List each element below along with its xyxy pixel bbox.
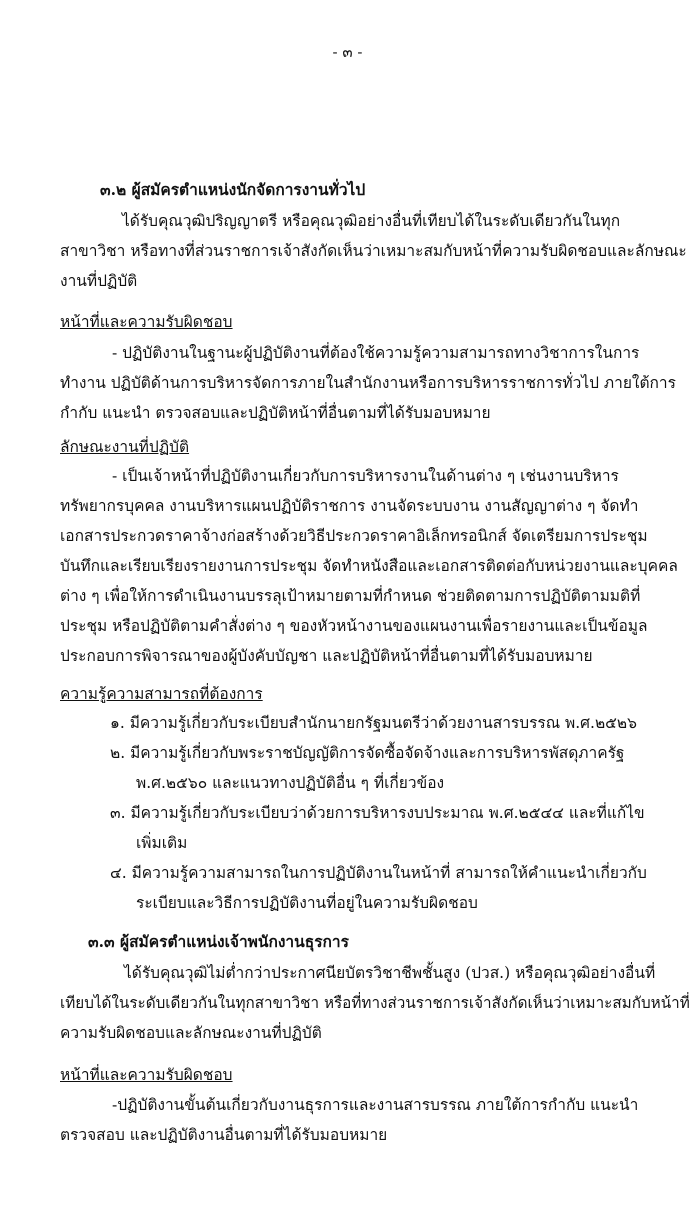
section-3-2-work-line: ประกอบการพิจารณาของผู้บังคับบัญชา และปฏิบัติหน้าที่อื่นตามที่ได้รับมอบหมาย — [60, 647, 593, 665]
section-3-2-qualification-line: งานที่ปฏิบัติ — [60, 272, 138, 290]
section-3-2-knowledge-item: ๔. มีความรู้ความสามารถในการปฏิบัติงานในหน้าที่ สามารถให้คำแนะนำเกี่ยวกับ — [110, 864, 647, 882]
section-3-3-duties-heading: หน้าที่และความรับผิดชอบ — [60, 1066, 233, 1084]
section-3-3-duties-line: ตรวจสอบ และปฏิบัติงานอื่นตามที่ได้รับมอบหมาย — [60, 1126, 388, 1144]
section-3-2-knowledge-item: เพิ่มเติม — [136, 834, 188, 852]
section-3-3-duties-line: -ปฏิบัติงานขั้นต้นเกี่ยวกับงานธุรการและงานสารบรรณ ภายใต้การกำกับ แนะนำ — [112, 1096, 639, 1114]
section-3-2-knowledge-item: ๒. มีความรู้เกี่ยวกับพระราชบัญญัติการจัดซื้อจัดจ้างและการบริหารพัสดุภาครัฐ — [110, 744, 625, 762]
section-3-2-knowledge-item: ๑. มีความรู้เกี่ยวกับระเบียบสำนักนายกรัฐมนตรีว่าด้วยงานสารบรรณ พ.ศ.๒๕๒๖ — [110, 714, 637, 732]
section-3-3-qualification-line: ได้รับคุณวุฒิไม่ต่ำกว่าประกาศนียบัตรวิชาชีพชั้นสูง (ปวส.) หรือคุณวุฒิอย่างอื่นที่ — [124, 964, 656, 982]
section-3-2-work-line: - เป็นเจ้าหน้าที่ปฏิบัติงานเกี่ยวกับการบริหารงานในด้านต่าง ๆ เช่นงานบริหาร — [112, 467, 619, 485]
section-3-2-work-line: ประชุม หรือปฏิบัติตามคำสั่งต่าง ๆ ของหัวหน้างานของแผนงานเพื่อรายงานและเป็นข้อมูล — [60, 617, 648, 635]
section-3-2-work-line: บันทึกและเรียบเรียงรายงานการประชุม จัดทำหนังสือและเอกสารติดต่อกับหน่วยงานและบุคคล — [60, 557, 678, 575]
section-3-3-qualification-line: เทียบได้ในระดับเดียวกันในทุกสาขาวิชา หรือที่ทางส่วนราชการเจ้าสังกัดเห็นว่าเหมาะสมกับหน้าที่ — [60, 994, 690, 1012]
section-3-2-duties-line: ทำงาน ปฏิบัติด้านการบริหารจัดการภายในสำนักงานหรือการบริหารราชการทั่วไป ภายใต้การ — [60, 374, 676, 392]
section-3-2-work-line: ต่าง ๆ เพื่อให้การดำเนินงานบรรลุเป้าหมายตามที่กำหนด ช่วยติดตามการปฏิบัติตามมติที่ — [60, 587, 641, 605]
section-3-2-work-line: ทรัพยากรบุคคล งานบริหารแผนปฏิบัติราชการ งานจัดระบบงาน งานสัญญาต่าง ๆ จัดทำ — [60, 497, 639, 515]
section-3-2-work-heading: ลักษณะงานที่ปฏิบัติ — [60, 438, 190, 456]
section-3-3-heading: ๓.๓ ผู้สมัครตำแหน่งเจ้าพนักงานธุรการ — [88, 932, 349, 951]
section-3-2-heading: ๓.๒ ผู้สมัครตำแหน่งนักจัดการงานทั่วไป — [100, 180, 366, 199]
section-3-2-knowledge-item: ระเบียบและวิธีการปฏิบัติงานที่อยู่ในความรับผิดชอบ — [136, 894, 478, 912]
section-3-2-duties-line: กำกับ แนะนำ ตรวจสอบและปฏิบัติหน้าที่อื่นตามที่ได้รับมอบหมาย — [60, 404, 491, 422]
section-3-3-qualification-line: ความรับผิดชอบและลักษณะงานที่ปฏิบัติ — [60, 1024, 322, 1042]
section-3-2-qualification-line: ได้รับคุณวุฒิปริญญาตรี หรือคุณวุฒิอย่างอื่นที่เทียบได้ในระดับเดียวกันในทุก — [122, 212, 621, 230]
section-3-2-duties-line: - ปฏิบัติงานในฐานะผู้ปฏิบัติงานที่ต้องใช้ความรู้ความสามารถทางวิชาการในการ — [112, 344, 640, 362]
section-3-2-knowledge-item: ๓. มีความรู้เกี่ยวกับระเบียบว่าด้วยการบริหารงบประมาณ พ.ศ.๒๕๔๔ และที่แก้ไข — [110, 804, 645, 822]
section-3-2-work-line: เอกสารประกวดราคาจ้างก่อสร้างด้วยวิธีประกวดราคาอิเล็กทรอนิกส์ จัดเตรียมการประชุม — [60, 527, 648, 545]
section-3-2-knowledge-heading: ความรู้ความสามารถที่ต้องการ — [60, 685, 263, 703]
section-3-2-duties-heading: หน้าที่และความรับผิดชอบ — [60, 313, 233, 331]
section-3-2-knowledge-item: พ.ศ.๒๕๖๐ และแนวทางปฏิบัติอื่น ๆ ที่เกี่ยวข้อง — [136, 774, 445, 792]
page-number: - ๓ - — [332, 43, 363, 61]
section-3-2-qualification-line: สาขาวิชา หรือทางที่ส่วนราชการเจ้าสังกัดเห็นว่าเหมาะสมกับหน้าที่ความรับผิดชอบและลักษณะ — [60, 242, 687, 260]
